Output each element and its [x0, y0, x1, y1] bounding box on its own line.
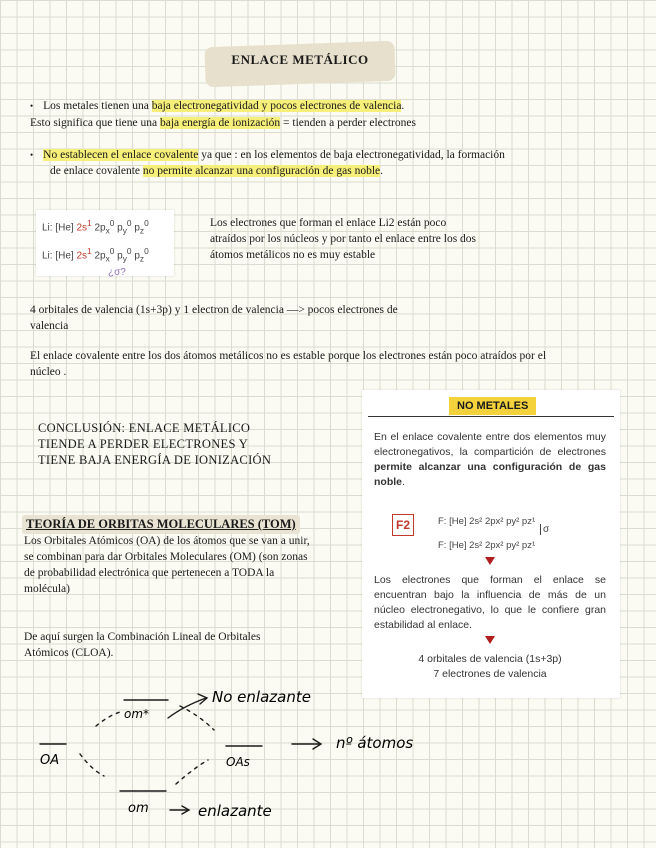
lithium-config-card — [36, 210, 174, 276]
molecular-orbital-diagram — [0, 680, 656, 848]
sigma-question: ¿σ? — [108, 266, 126, 278]
no-metales-badge: NO METALES — [449, 397, 536, 415]
oa-label: OA — [40, 753, 60, 768]
bullet-icon: • — [30, 101, 34, 111]
arrow-down-icon — [485, 636, 495, 644]
tom-heading: TEORÍA DE ORBITAS MOLECULARES (TOM) — [22, 515, 300, 534]
om-label: om — [128, 801, 149, 816]
valence-orbitals-text: 4 orbitales de valencia (1s+3p) y 1 electron de valencia —> pocos electrones de valencia — [30, 304, 398, 332]
no-enlazante-label: No enlazante — [212, 688, 311, 706]
li-config-line-1: Li: [He] $2s^1$ $2p_x^0$ $p_y^0$ $p_z^0$ — [42, 218, 149, 236]
li-config-line-2: Li: [He] $2s^1$ $2p_x^0$ $p_y^0$ $p_z^0$ — [42, 246, 149, 264]
bullet-icon: • — [30, 150, 34, 160]
om-star-label: om* — [124, 707, 150, 721]
no-metales-valence-1: 4 orbitales de valencia (1s+3p) — [418, 653, 562, 665]
arrow-no-enlazante — [168, 698, 206, 718]
li-explanation: Los electrones que forman el enlace Li2 están poco atraídos por los núcleos y por tanto el enlace entre los dos átomos metálicos no es muy estable — [210, 217, 477, 261]
f-config-1: F: [He] 2s² 2px² py² pz¹ — [438, 516, 536, 527]
no-metales-paragraph-2: Los electrones que forman el enlace se encuentran bajo la influencia de más de un núcleo electronegativo, lo que le confiere gran estabilidad al enlace. — [374, 574, 606, 631]
no-metales-card — [362, 390, 620, 698]
tom-explanation: Los Orbitales Atómicos (OA) de los átomos que se van a unir, se combinan para dar Orbitales Moleculares (OM) (son zonas de probabilidad electrónica que pertenecen a TODA la molécula) — [24, 535, 310, 595]
conclusion-text: CONCLUSIÓN: ENLACE METÁLICO TIENDE A PERDER ELECTRONES Y TIENE BAJA ENERGÍA DE IONIZACIÓN — [38, 421, 272, 467]
page-title: ENLACE METÁLICO — [231, 52, 369, 67]
sigma-bond-label: σ — [540, 524, 549, 535]
card-divider — [368, 416, 614, 417]
oas-label: OAs — [226, 755, 250, 769]
unstable-bond-text: El enlace covalente entre los dos átomos metálicos no es estable porque los electrones están poco atraídos por el núcleo . — [30, 350, 547, 378]
no-metales-valence-2: 7 electrones de valencia — [433, 668, 547, 680]
f2-badge: F2 — [392, 514, 414, 536]
dash-oa-om — [80, 754, 104, 776]
dash-oas-omstar — [180, 706, 214, 730]
arrow-down-icon — [485, 557, 495, 565]
bullet-no-covalent: • No establecen el enlace covalente ya que : en los elementos de baja electronegatividad, la formación de enlace covalente no permite alcanzar una configuración de gas noble. — [30, 149, 505, 177]
dash-oas-om — [176, 760, 208, 784]
n-atomos-label: nº átomos — [336, 734, 414, 752]
dash-oa-omstar — [96, 712, 120, 726]
bullet-metal-properties: • Los metales tienen una baja electronegatividad y pocos electrones de valencia. — [30, 100, 405, 112]
f-config-2: F: [He] 2s² 2px² py² pz¹ — [438, 540, 536, 551]
no-metales-paragraph-1: En el enlace covalente entre dos elementos muy electronegativos, la compartición de electrones permite alcanzar una configuración de gas noble. — [374, 431, 606, 488]
ionization-line: Esto significa que tiene una baja energía de ionización = tienden a perder electrones — [30, 117, 416, 129]
cloa-text: De aquí surgen la Combinación Lineal de Orbitales Atómicos (CLOA). — [24, 631, 261, 659]
enlazante-label: enlazante — [198, 802, 272, 820]
